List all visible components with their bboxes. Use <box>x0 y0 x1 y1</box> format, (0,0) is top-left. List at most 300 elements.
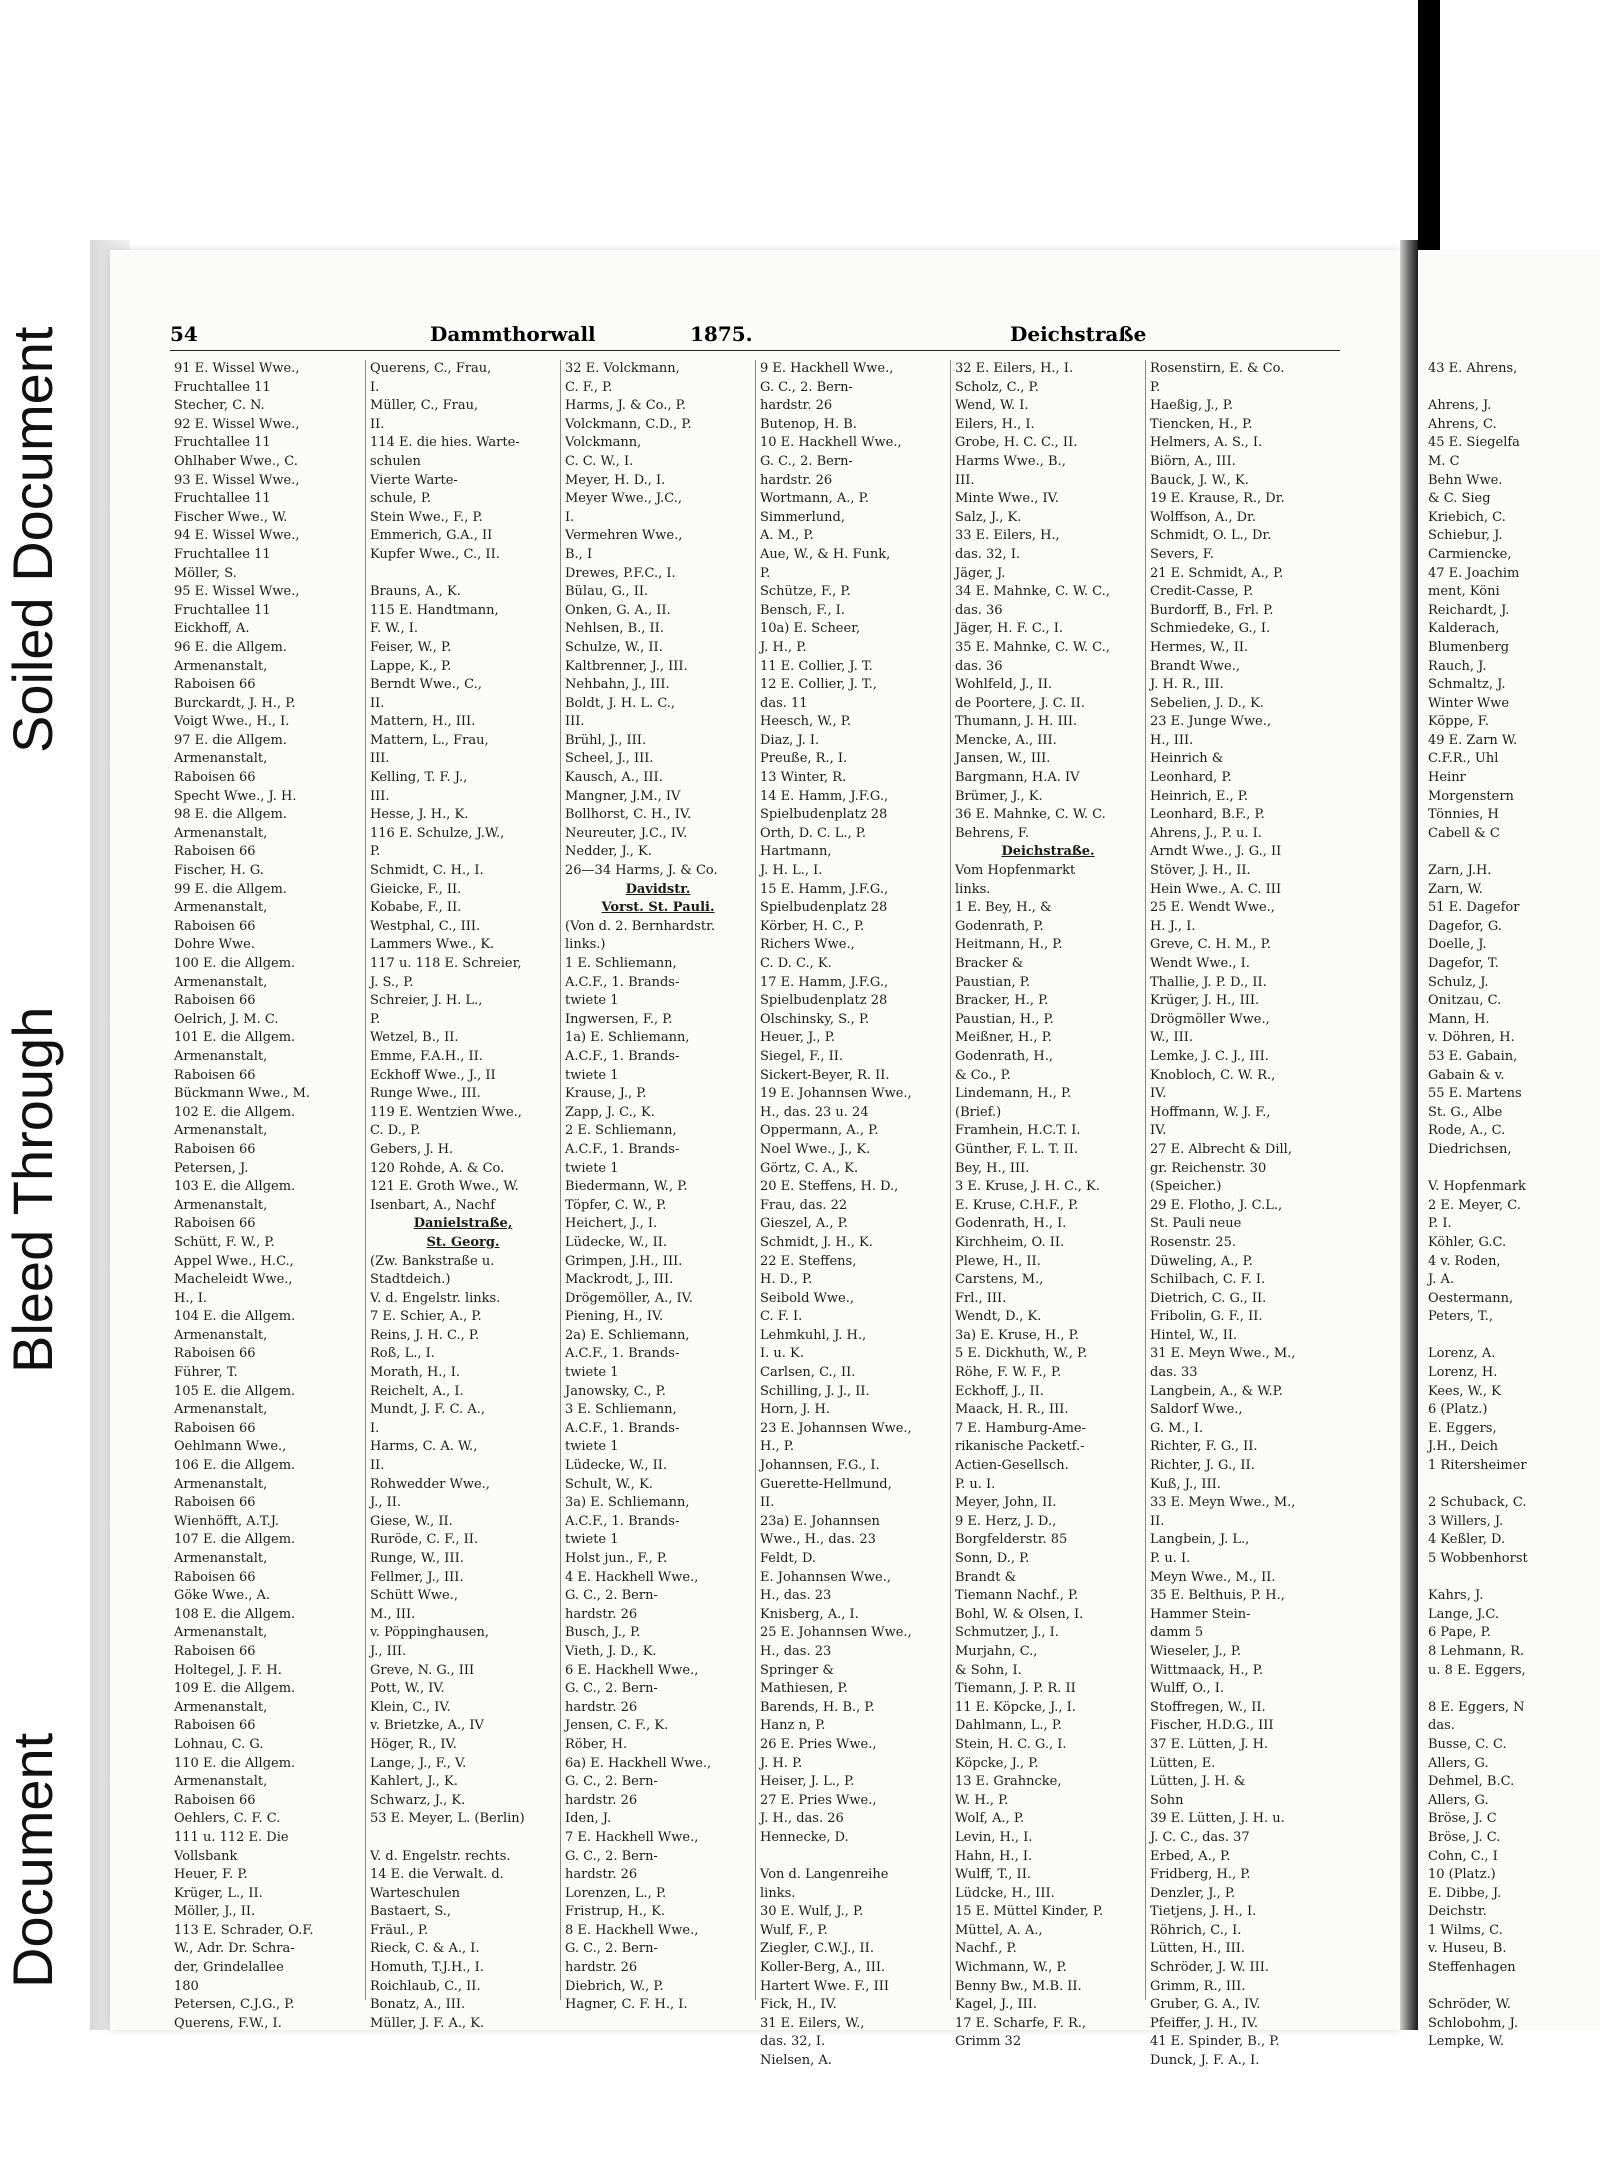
directory-entry: Armenanstalt, <box>174 1123 268 1139</box>
directory-entry: IV. <box>1150 1123 1167 1139</box>
directory-entry: Feldt, D. <box>760 1551 817 1566</box>
directory-entry: Lange, J., F., V. <box>370 1755 467 1771</box>
directory-entry: Rieck, C. & A., I. <box>370 1941 480 1957</box>
adjacent-page-entry: Schmaltz, J. <box>1428 677 1506 693</box>
directory-entry: A.C.F., 1. Brands- <box>565 1420 680 1436</box>
adjacent-page-entry: & C. Sieg <box>1428 491 1491 507</box>
directory-entry: H., P. <box>760 1439 794 1455</box>
directory-entry: Brandt & <box>955 1569 1017 1585</box>
directory-entry: Helmers, A. S., I. <box>1150 435 1263 451</box>
directory-entry: Giese, W., II. <box>370 1513 453 1529</box>
directory-entry: v. Pöppinghausen, <box>370 1625 489 1641</box>
adjacent-page-entry: Schröder, W. <box>1428 1997 1511 2013</box>
directory-entry: Mundt, J. F. C. A., <box>370 1402 485 1418</box>
directory-entry: C. F. I. <box>760 1309 803 1325</box>
directory-entry: Isenbart, A., Nachf <box>370 1197 496 1213</box>
directory-entry: Jensen, C. F., K. <box>565 1718 669 1734</box>
directory-entry: Wend, W. I. <box>955 398 1029 414</box>
adjacent-page-entry: Peters, T., <box>1428 1309 1493 1325</box>
directory-entry: Bülau, G., II. <box>565 584 649 600</box>
directory-entry: Noel Wwe., J., K. <box>760 1141 871 1157</box>
directory-entry: Onken, G. A., II. <box>565 602 671 618</box>
directory-entry: Petersen, C.J.G., P. <box>174 1997 295 2013</box>
directory-entry: Brümer, J., K. <box>955 788 1043 804</box>
directory-entry: Armenanstalt, <box>174 1625 268 1641</box>
directory-entry: H., das. 23 u. 24 <box>760 1104 869 1120</box>
directory-entry: Kuß, J., III. <box>1150 1476 1221 1492</box>
directory-entry: Horn, J. H. <box>760 1402 830 1418</box>
directory-entry: Lammers Wwe., K. <box>370 937 495 953</box>
directory-entry: Leonhard, B.F., P. <box>1150 807 1265 823</box>
directory-entry: Hesse, J. H., K. <box>370 807 469 823</box>
directory-entry: A.C.F., 1. Brands- <box>565 1141 680 1157</box>
directory-entry: Schmidt, J. H., K. <box>760 1234 873 1250</box>
adjacent-page-entry <box>1418 1978 1528 1997</box>
directory-entry: (Von d. 2. Bernhardstr. <box>565 918 716 934</box>
directory-entry: Töpfer, C. W., P. <box>565 1197 667 1213</box>
directory-entry: II. <box>370 416 385 432</box>
adjacent-page-entry: 2 E. Meyer, C. <box>1428 1197 1521 1213</box>
adjacent-page-entry: Köhler, G.C. <box>1428 1234 1507 1250</box>
directory-entry: Murjahn, C., <box>955 1643 1038 1659</box>
directory-entry: Röhrich, C., I. <box>1150 1922 1242 1938</box>
directory-entry: 106 E. die Allgem. <box>174 1458 296 1474</box>
directory-entry: Neureuter, J.C., IV. <box>565 825 688 841</box>
directory-entry: Feiser, W., P. <box>370 639 452 655</box>
directory-entry: Meyn Wwe., M., II. <box>1150 1569 1276 1585</box>
directory-entry: Warteschulen <box>370 1885 461 1901</box>
directory-entry: Fischer, H. G. <box>174 863 264 879</box>
directory-entry: Nehbahn, J., III. <box>565 677 670 693</box>
directory-entry: Heinrich & <box>1150 751 1224 767</box>
adjacent-page-entry: Cohn, C., I <box>1428 1848 1498 1864</box>
directory-entry: Querens, F.W., I. <box>174 2015 282 2031</box>
directory-entry: rikanische Packetf.- <box>955 1439 1085 1455</box>
directory-entry: Runge, W., III. <box>370 1551 464 1566</box>
directory-entry: Butenop, H. B. <box>760 416 857 432</box>
directory-entry: Gieicke, F., II. <box>370 881 462 897</box>
directory-entry: J. H. L., I. <box>760 863 823 879</box>
directory-entry: Richter, F. G., II. <box>1150 1439 1258 1455</box>
adjacent-page-entry: 43 E. Ahrens, <box>1428 361 1518 376</box>
directory-entry: Frau, das. 22 <box>760 1197 848 1213</box>
adjacent-page-entry <box>1418 379 1528 398</box>
directory-column <box>365 360 560 2031</box>
directory-entry: Berndt Wwe., C., <box>370 677 482 693</box>
directory-entry: Wienhöfft, A.T.J. <box>174 1513 280 1529</box>
adjacent-page-entry: Dagefor, T. <box>1428 956 1499 971</box>
directory-entry: Bohl, W. & Olsen, I. <box>955 1606 1084 1622</box>
directory-entry: A. M., P. <box>760 528 814 544</box>
directory-entry: 27 E. Albrecht & Dill, <box>1150 1141 1292 1157</box>
directory-entry: G. M., I. <box>1150 1420 1204 1436</box>
directory-entry: Schulze, W., II. <box>565 639 663 655</box>
adjacent-page-entry: Behn Wwe. <box>1428 472 1503 488</box>
directory-entry: 29 E. Flotho, J. C.L., <box>1150 1197 1283 1213</box>
directory-entry: Oelrich, J. M. C. <box>174 1011 279 1027</box>
directory-entry: 39 E. Lütten, J. H. u. <box>1150 1811 1285 1827</box>
adjacent-page-entry: 4 v. Roden, <box>1428 1253 1501 1269</box>
directory-entry: v. Brietzke, A., IV <box>370 1718 484 1734</box>
directory-entry: Armenanstalt, <box>174 1476 268 1492</box>
directory-entry: Rosenstr. 25. <box>1150 1234 1236 1250</box>
header-left-street: Dammthorwall <box>430 322 596 346</box>
directory-entry: Erbed, A., P. <box>1150 1848 1231 1864</box>
directory-entry: Stöver, J. H., II. <box>1150 863 1251 879</box>
directory-entry: 17 E. Hamm, J.F.G., <box>760 974 889 990</box>
directory-entry: Diaz, J. I. <box>760 732 820 748</box>
directory-entry: Lappe, K., P. <box>370 658 452 674</box>
directory-entry: Ohlhaber Wwe., C. <box>174 453 298 469</box>
directory-entry: Bonatz, A., III. <box>370 1997 466 2013</box>
adjacent-page-entry: Heinr <box>1428 770 1466 786</box>
directory-entry: 14 E. die Verwalt. d. <box>370 1867 504 1883</box>
directory-entry: Runge Wwe., III. <box>370 1086 481 1102</box>
adjacent-page-entry <box>1418 1476 1528 1495</box>
adjacent-page-entry: C.F.R., Uhl <box>1428 751 1499 767</box>
directory-entry: Schröder, J. W. III. <box>1150 1960 1270 1976</box>
directory-entry: Knobloch, C. W. R., <box>1150 1067 1276 1083</box>
adjacent-page-entry: 51 E. Dagefor <box>1428 900 1520 916</box>
directory-entry: Vom Hopfenmarkt <box>955 863 1076 879</box>
directory-entry: Heesch, W., P. <box>760 714 852 730</box>
adjacent-page-entry: Zarn, W. <box>1428 881 1483 897</box>
directory-entry: Grimpen, J.H., III. <box>565 1253 683 1269</box>
directory-entry: 121 E. Groth Wwe., W. <box>370 1179 519 1195</box>
side-labels <box>0 280 70 1988</box>
directory-entry: Tiencken, H., P. <box>1150 416 1253 432</box>
directory-entry: G. C., 2. Bern- <box>565 1941 658 1957</box>
directory-entry: I. <box>370 1420 380 1436</box>
directory-entry: Koller-Berg, A., III. <box>760 1960 886 1976</box>
directory-entry: F. W., I. <box>370 621 419 637</box>
directory-entry: Wohlfeld, J., II. <box>955 677 1053 693</box>
directory-entry: J., II. <box>370 1495 402 1511</box>
adjacent-page-entry: Ahrens, J. <box>1428 398 1492 414</box>
directory-entry: J. H., P. <box>760 639 807 655</box>
adjacent-page-entry: Ahrens, C. <box>1428 416 1497 432</box>
directory-entry: Raboisen 66 <box>174 1643 256 1659</box>
adjacent-page-entry <box>1418 1160 1528 1179</box>
directory-entry: 95 E. Wissel Wwe., <box>174 584 300 600</box>
directory-entry: W., Adr. Dr. Schra- <box>174 1941 295 1957</box>
directory-entry: das. 33 <box>1150 1365 1198 1381</box>
directory-entry: 53 E. Meyer, L. (Berlin) <box>370 1811 525 1827</box>
directory-entry: 15 E. Müttel Kinder, P. <box>955 1904 1104 1920</box>
directory-entry: Iden, J. <box>565 1811 612 1827</box>
directory-entry: Fridberg, H., P. <box>1150 1867 1251 1883</box>
directory-entry: J. H., das. 26 <box>760 1811 844 1827</box>
directory-entry: 10a) E. Scheer, <box>760 621 861 637</box>
directory-entry: 1a) E. Schliemann, <box>565 1030 690 1046</box>
directory-entry: Wetzel, B., II. <box>370 1030 459 1046</box>
directory-entry: Raboisen 66 <box>174 677 256 693</box>
directory-entry: H., das. 23 <box>760 1643 832 1659</box>
adjacent-page-lines <box>1418 360 1528 2052</box>
adjacent-page-entry: 8 E. Eggers, N <box>1428 1699 1525 1715</box>
adjacent-page-entry: J.H., Deich <box>1428 1439 1498 1455</box>
directory-entry: Schmidt, O. L., Dr. <box>1150 528 1272 544</box>
directory-entry: Petersen, J. <box>174 1160 249 1176</box>
directory-entry: Lütten, E. <box>1150 1755 1216 1771</box>
directory-entry: A.C.F., 1. Brands- <box>565 1346 680 1362</box>
directory-entry: Saldorf Wwe., <box>1150 1402 1243 1418</box>
directory-entry: Bückmann Wwe., M. <box>174 1086 311 1102</box>
directory-entry: Brühl, J., III. <box>565 732 647 748</box>
directory-entry: Orth, D. C. L., P. <box>760 825 866 841</box>
directory-entry: Kelling, T. F. J., <box>370 770 468 786</box>
directory-entry: Scholz, C., P. <box>955 379 1039 395</box>
directory-entry: Fräul., P. <box>370 1922 429 1938</box>
directory-entry: 30 E. Wulf, J., P. <box>760 1904 864 1920</box>
directory-entry: Boldt, J. H. L. C., <box>565 695 676 711</box>
directory-entry: Kaltbrenner, J., III. <box>565 658 688 674</box>
directory-entry: Reins, J. H. C., P. <box>370 1327 480 1343</box>
directory-entry: Grimm 32 <box>955 2034 1022 2050</box>
directory-entry: Bensch, F., I. <box>760 602 845 618</box>
directory-entry: Möller, J., II. <box>174 1904 256 1920</box>
directory-entry: Lehmkuhl, J. H., <box>760 1327 867 1343</box>
directory-entry: Wendt Wwe., I. <box>1150 956 1250 971</box>
directory-entry: Springer & <box>760 1662 834 1678</box>
directory-entry: 25 E. Johannsen Wwe., <box>760 1625 912 1641</box>
directory-entry: Jansen, W., III. <box>955 751 1051 767</box>
directory-entry: twiete 1 <box>565 1365 619 1381</box>
directory-entry: H., I. <box>174 1290 208 1306</box>
directory-entry: Stoffregen, W., II. <box>1150 1699 1266 1715</box>
directory-entry: Schmiedeke, G., I. <box>1150 621 1271 637</box>
directory-entry: Framhein, H.C.T. I. <box>955 1123 1081 1139</box>
directory-entry: Rosenstirn, E. & Co. <box>1150 361 1285 376</box>
directory-entry: Nielsen, A. <box>760 2053 832 2069</box>
directory-entry: Wwe., H., das. 23 <box>760 1532 876 1548</box>
directory-entry: Jäger, J. <box>955 565 1006 581</box>
adjacent-page-entry: 47 E. Joachim <box>1428 565 1520 581</box>
directory-entry: Wendt, D., K. <box>955 1309 1042 1325</box>
directory-entry: 6a) E. Hackhell Wwe., <box>565 1755 712 1771</box>
directory-entry: C. C. W., I. <box>565 453 634 469</box>
adjacent-page-entry: Winter Wwe <box>1428 695 1510 711</box>
directory-entry: 13 Winter, R. <box>760 770 847 786</box>
directory-entry: hardstr. 26 <box>760 398 833 414</box>
directory-entry: Langbein, J. L., <box>1150 1532 1250 1548</box>
directory-entry: 25 E. Wendt Wwe., <box>1150 900 1275 916</box>
directory-entry: Hagner, C. F. H., I. <box>565 1997 688 2013</box>
directory-entry: Fribolin, G. F., II. <box>1150 1309 1263 1325</box>
directory-entry: III. <box>370 751 390 767</box>
directory-entry: Benny Bw., M.B. II. <box>955 1978 1082 1994</box>
directory-entry: Holst jun., F., P. <box>565 1551 668 1566</box>
adjacent-page-entry: Carmiencke, <box>1428 546 1512 562</box>
directory-entry: Aue, W., & H. Funk, <box>760 546 891 562</box>
directory-entry: Paustian, P. <box>955 974 1030 990</box>
directory-entry: Möller, S. <box>174 565 237 581</box>
directory-entry: Greve, C. H. M., P. <box>1150 937 1271 953</box>
directory-entry: IV. <box>1150 1086 1167 1102</box>
directory-entry: Fruchtallee 11 <box>174 546 271 562</box>
directory-entry: Knisberg, A., I. <box>760 1606 859 1622</box>
directory-columns <box>170 360 1340 2069</box>
directory-entry: Arndt Wwe., J. G., II <box>1150 844 1282 860</box>
directory-entry: Sonn, D., P. <box>955 1551 1030 1566</box>
directory-entry: Simmerlund, <box>760 509 845 525</box>
directory-entry: Hein Wwe., A. C. III <box>1150 881 1282 897</box>
adjacent-page-entry: Reichardt, J. <box>1428 602 1510 618</box>
directory-entry: twiete 1 <box>565 1439 619 1455</box>
directory-entry: hardstr. 26 <box>565 1867 638 1883</box>
directory-entry: Macheleidt Wwe., <box>174 1272 293 1288</box>
directory-entry: Salz, J., K. <box>955 509 1022 525</box>
adjacent-page-entry: J. A. <box>1428 1272 1454 1288</box>
directory-entry: Raboisen 66 <box>174 1718 256 1734</box>
directory-entry: II. <box>370 1458 385 1474</box>
directory-entry: Rohwedder Wwe., <box>370 1476 490 1492</box>
directory-entry: hardstr. 26 <box>565 1792 638 1808</box>
directory-entry: twiete 1 <box>565 1067 619 1083</box>
directory-entry: Armenanstalt, <box>174 1197 268 1213</box>
directory-entry: Dietrich, C. G., II. <box>1150 1290 1267 1306</box>
adjacent-page-entry: Dagefor, G. <box>1428 918 1502 934</box>
directory-entry: Voigt Wwe., H., I. <box>174 714 290 730</box>
directory-entry: C. D. C., K. <box>760 956 832 971</box>
directory-entry: V. d. Engelstr. rechts. <box>370 1848 511 1864</box>
page-header <box>170 320 1340 351</box>
directory-entry: P. <box>370 844 381 860</box>
directory-entry: Schwarz, J., K. <box>370 1792 466 1808</box>
directory-entry: Eckhoff, J., II. <box>955 1383 1044 1399</box>
directory-entry: C. D., P. <box>370 1123 421 1139</box>
directory-entry: Wulff, O., I. <box>1150 1681 1224 1697</box>
directory-entry: Seibold Wwe., <box>760 1290 854 1306</box>
directory-entry: 1 E. Schliemann, <box>565 956 677 971</box>
directory-entry: Stein Wwe., F., P. <box>370 509 483 525</box>
adjacent-page-entry: Schiebur, J. <box>1428 528 1503 544</box>
directory-entry: Fischer Wwe., W. <box>174 509 288 525</box>
adjacent-page-entry: 55 E. Martens <box>1428 1086 1522 1102</box>
adjacent-page-entry: 3 Willers, J. <box>1428 1513 1504 1529</box>
directory-entry: 113 E. Schrader, O.F. <box>174 1922 314 1938</box>
directory-entry: 110 E. die Allgem. <box>174 1755 296 1771</box>
directory-entry: Biörn, A., III. <box>1150 453 1236 469</box>
directory-entry: H., III. <box>1150 732 1194 748</box>
directory-entry: 9 E. Hackhell Wwe., <box>760 361 894 376</box>
directory-entry: J. C. C., das. 37 <box>1150 1829 1250 1845</box>
directory-entry: Godenrath, P. <box>955 918 1044 934</box>
adjacent-page-entry: E. Eggers, <box>1428 1420 1497 1436</box>
directory-entry: Mencke, A., III. <box>955 732 1057 748</box>
directory-entry: Stadtdeich.) <box>370 1272 451 1288</box>
directory-entry: 115 E. Handtmann, <box>370 602 499 618</box>
directory-entry: 98 E. die Allgem. <box>174 807 287 823</box>
side-label-bleed-through: Bleed Through <box>1 1006 64 1374</box>
adjacent-page-entry: Rode, A., C. <box>1428 1123 1506 1139</box>
directory-entry: Drögmöller Wwe., <box>1150 1011 1270 1027</box>
directory-entry: Hammer Stein- <box>1150 1606 1251 1622</box>
directory-entry: P. <box>370 1011 381 1027</box>
adjacent-page-entry: Bröse, J. C <box>1428 1811 1497 1827</box>
adjacent-page-entry: das. <box>1428 1718 1455 1734</box>
directory-entry: Raboisen 66 <box>174 1495 256 1511</box>
directory-entry: (Brief.) <box>955 1104 1002 1120</box>
directory-entry: Homuth, T.J.H., I. <box>370 1960 484 1976</box>
adjacent-page-entry: v. Huseu, B. <box>1428 1941 1507 1957</box>
directory-entry: Fruchtallee 11 <box>174 379 271 395</box>
directory-entry: Armenanstalt, <box>174 1551 268 1566</box>
directory-entry: Severs, F. <box>1150 546 1214 562</box>
directory-entry: P. <box>1150 379 1161 395</box>
directory-entry: II. <box>1150 1513 1165 1529</box>
directory-entry: Leonhard, P. <box>1150 770 1232 786</box>
directory-entry: Wulff, T., II. <box>955 1867 1031 1883</box>
adjacent-page-entry <box>1418 1569 1528 1588</box>
directory-entry: Hermes, W., II. <box>1150 639 1249 655</box>
directory-entry: Hanz n, P. <box>760 1718 826 1734</box>
directory-entry: Lindemann, H., P. <box>955 1086 1072 1102</box>
directory-entry: 92 E. Wissel Wwe., <box>174 416 300 432</box>
directory-entry: Von d. Langenreihe <box>760 1867 889 1883</box>
directory-entry: Raboisen 66 <box>174 844 256 860</box>
directory-entry: Thallie, J. P. D., II. <box>1150 974 1267 990</box>
adjacent-page-entry: Dehmel, B.C. <box>1428 1774 1515 1790</box>
directory-entry: Spielbudenplatz 28 <box>760 900 888 916</box>
adjacent-page-entry: v. Döhren, H. <box>1428 1030 1515 1046</box>
directory-entry: 26—34 Harms, J. & Co. <box>565 863 718 879</box>
directory-entry: 3a) E. Kruse, H., P. <box>955 1327 1079 1343</box>
directory-entry: Oehlers, C. F. C. <box>174 1811 281 1827</box>
directory-entry: 20 E. Steffens, H. D., <box>760 1179 899 1195</box>
directory-entry: Mattern, H., III. <box>370 714 476 730</box>
directory-entry: Schmidt, C. H., I. <box>370 863 484 879</box>
directory-entry: Davidstr. <box>625 881 691 897</box>
directory-entry: Guerette-Hellmund, <box>760 1476 892 1492</box>
directory-entry: W., III. <box>1150 1030 1194 1046</box>
directory-entry: Wulf, F., P. <box>760 1922 828 1938</box>
directory-entry: Godenrath, H., I. <box>955 1216 1067 1232</box>
directory-column <box>1145 360 1340 2069</box>
directory-entry: Bastaert, S., <box>370 1904 452 1920</box>
directory-entry: & Sohn, I. <box>955 1662 1022 1678</box>
directory-entry: Wieseler, J., P. <box>1150 1643 1242 1659</box>
adjacent-page-entry: 2 Schuback, C. <box>1428 1495 1527 1511</box>
directory-entry: V. d. Engelstr. links. <box>370 1290 501 1306</box>
directory-entry: 23a) E. Johannsen <box>760 1513 880 1529</box>
directory-entry: H., das. 23 <box>760 1588 832 1604</box>
directory-entry: 22 E. Steffens, <box>760 1253 857 1269</box>
directory-entry: III. <box>955 472 975 488</box>
directory-entry: Harms, J. & Co., P. <box>565 398 686 414</box>
directory-entry: Meyer Wwe., J.C., <box>565 491 683 507</box>
directory-entry: Nehlsen, B., II. <box>565 621 664 637</box>
directory-entry: 11 E. Köpcke, J., I. <box>955 1699 1076 1715</box>
directory-entry: 117 u. 118 E. Schreier, <box>370 956 522 971</box>
directory-entry: twiete 1 <box>565 1160 619 1176</box>
directory-entry: Raboisen 66 <box>174 1420 256 1436</box>
directory-entry: 111 u. 112 E. Die <box>174 1829 289 1845</box>
directory-entry: Fruchtallee 11 <box>174 602 271 618</box>
side-label-soiled-document: Soiled Document <box>1 326 64 754</box>
adjacent-page-entry: Lempke, W. <box>1428 2034 1505 2050</box>
directory-entry: Pott, W., IV. <box>370 1681 445 1697</box>
adjacent-page-entry: Diedrichsen, <box>1428 1141 1512 1157</box>
directory-entry: 35 E. Belthuis, P. H., <box>1150 1588 1285 1604</box>
directory-entry: Görtz, C. A., K. <box>760 1160 859 1176</box>
adjacent-page-entry: Oestermann, <box>1428 1290 1514 1306</box>
adjacent-page-entry: Steffenhagen <box>1428 1960 1516 1976</box>
directory-entry: Krause, J., P. <box>565 1086 647 1102</box>
directory-entry: Harms Wwe., B., <box>955 453 1066 469</box>
directory-entry: 1 E. Bey, H., & <box>955 900 1052 916</box>
directory-entry: Siegel, F., II. <box>760 1048 843 1064</box>
